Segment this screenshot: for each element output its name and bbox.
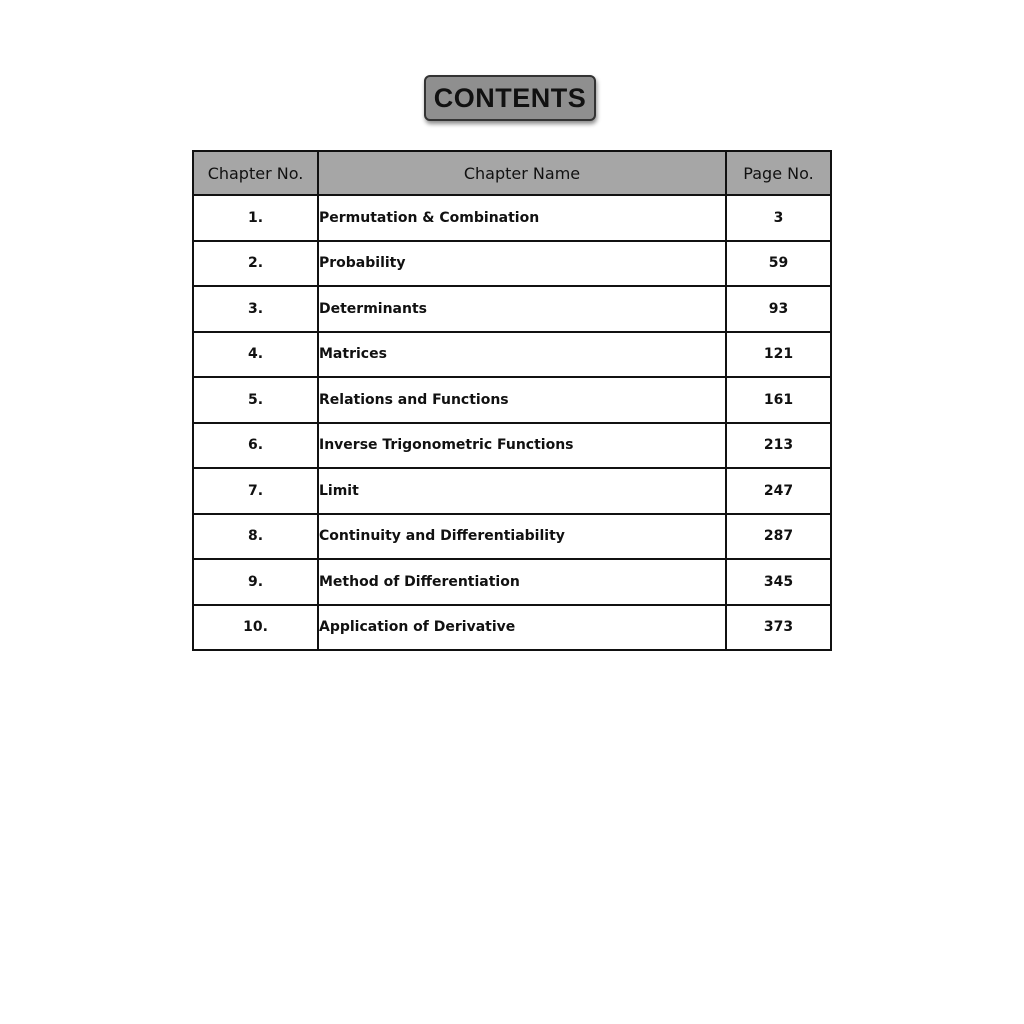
table-row xyxy=(193,605,831,651)
contents-table xyxy=(192,150,832,651)
chapter-name: Matrices xyxy=(318,332,726,378)
header-chapter-name: Chapter Name xyxy=(318,151,726,195)
table-row xyxy=(193,514,831,560)
chapter-number: 5. xyxy=(193,377,318,423)
chapter-number: 9. xyxy=(193,559,318,605)
chapter-number: 4. xyxy=(193,332,318,378)
chapter-name: Inverse Trigonometric Functions xyxy=(318,423,726,469)
chapter-name: Probability xyxy=(318,241,726,287)
chapter-name: Limit xyxy=(318,468,726,514)
table-row xyxy=(193,195,831,241)
chapter-number: 6. xyxy=(193,423,318,469)
table-row xyxy=(193,423,831,469)
table-row xyxy=(193,559,831,605)
header-page-no: Page No. xyxy=(726,151,831,195)
table-row xyxy=(193,377,831,423)
chapter-number: 2. xyxy=(193,241,318,287)
table-row xyxy=(193,332,831,378)
page-number: 93 xyxy=(726,286,831,332)
page-number: 345 xyxy=(726,559,831,605)
chapter-name: Continuity and Differentiability xyxy=(318,514,726,560)
table-header-row xyxy=(193,151,831,195)
table-row xyxy=(193,241,831,287)
chapter-number: 7. xyxy=(193,468,318,514)
chapter-number: 3. xyxy=(193,286,318,332)
chapter-number: 10. xyxy=(193,605,318,651)
page-number: 121 xyxy=(726,332,831,378)
page-number: 287 xyxy=(726,514,831,560)
chapter-name: Permutation & Combination xyxy=(318,195,726,241)
chapter-name: Relations and Functions xyxy=(318,377,726,423)
chapter-name: Method of Differentiation xyxy=(318,559,726,605)
page-number: 3 xyxy=(726,195,831,241)
page-number: 247 xyxy=(726,468,831,514)
page-number: 213 xyxy=(726,423,831,469)
page-number: 161 xyxy=(726,377,831,423)
chapter-number: 1. xyxy=(193,195,318,241)
chapter-name: Application of Derivative xyxy=(318,605,726,651)
table-row xyxy=(193,468,831,514)
page-number: 59 xyxy=(726,241,831,287)
header-chapter-no: Chapter No. xyxy=(193,151,318,195)
page-number: 373 xyxy=(726,605,831,651)
contents-title: CONTENTS xyxy=(424,75,596,121)
chapter-name: Determinants xyxy=(318,286,726,332)
table-row xyxy=(193,286,831,332)
chapter-number: 8. xyxy=(193,514,318,560)
